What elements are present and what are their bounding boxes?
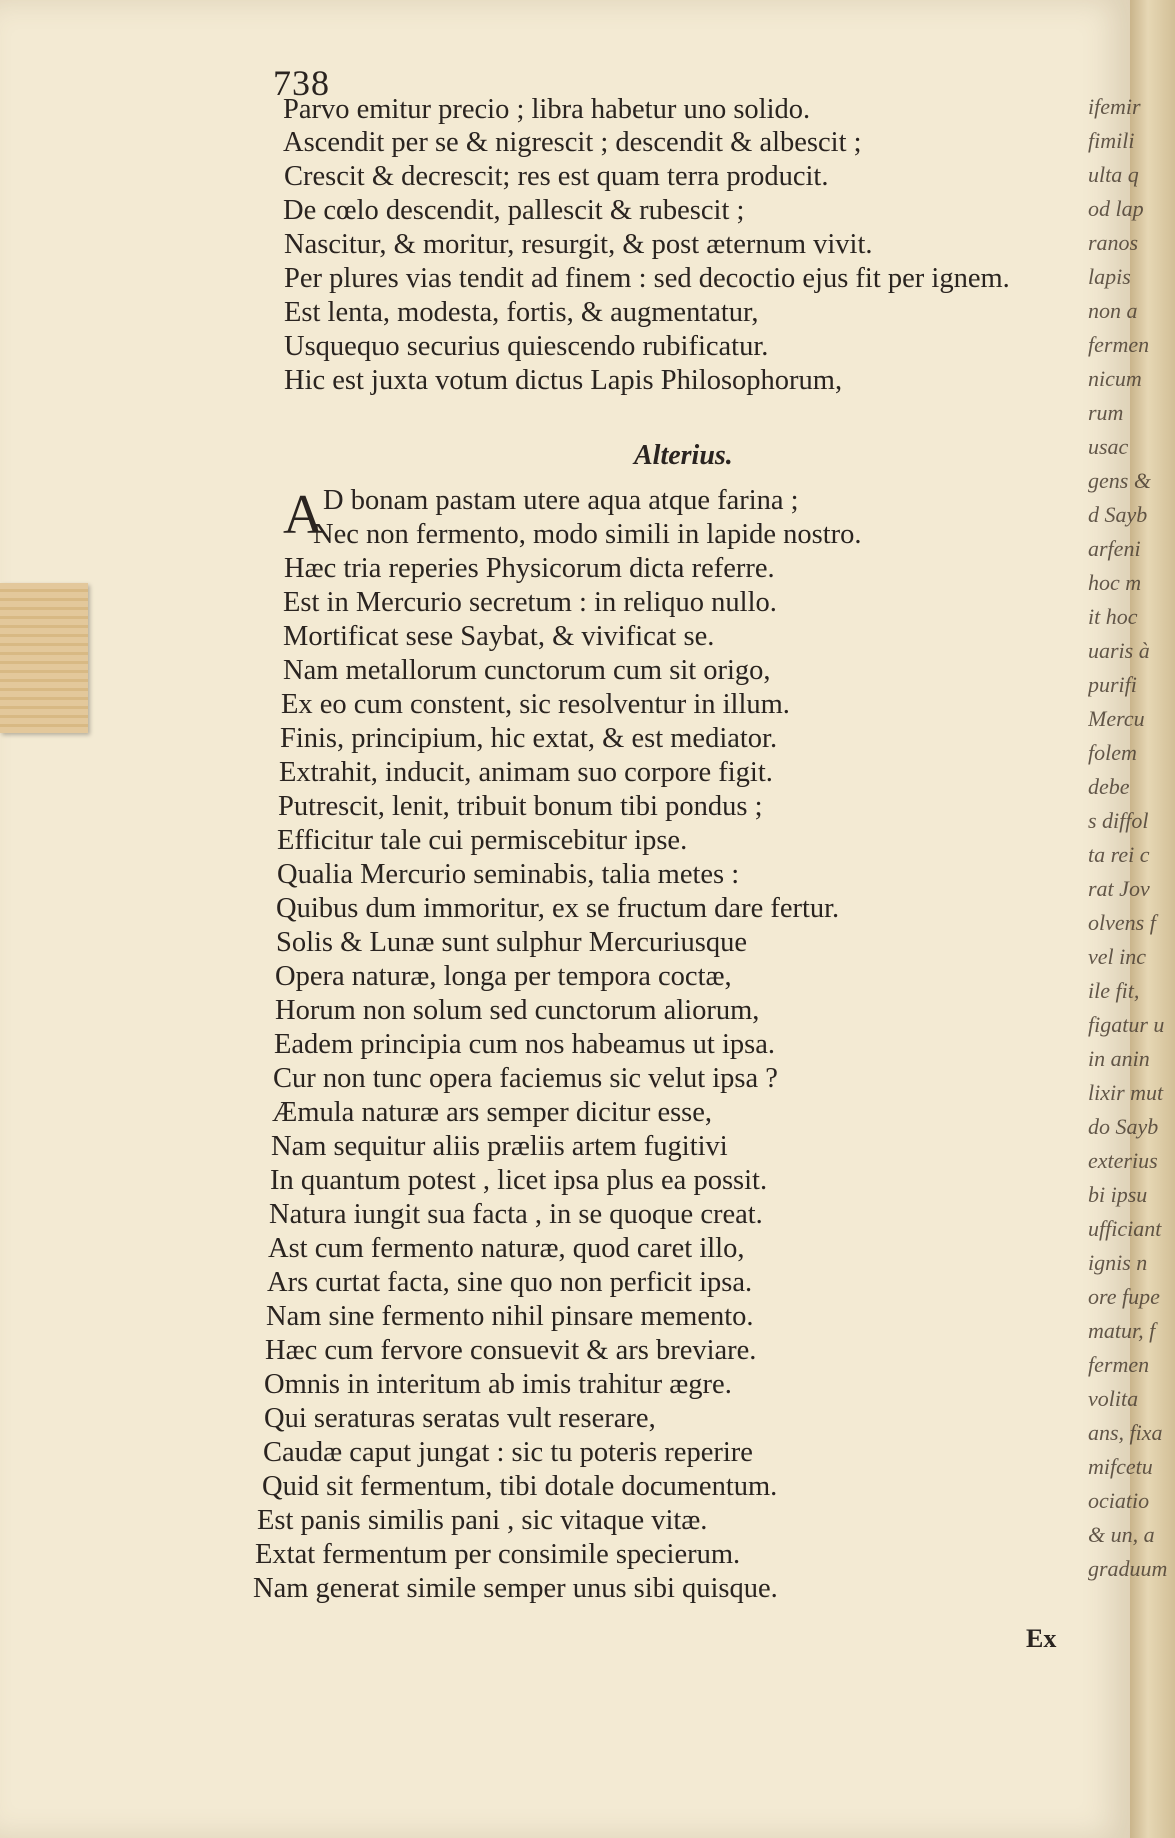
- bleed-fragment: ulta q: [1088, 162, 1139, 187]
- bleed-fragment: Mercu: [1088, 706, 1145, 731]
- bleed-fragment: hoc m: [1088, 570, 1142, 595]
- paper-tab: [0, 583, 88, 733]
- verse-line: Nec non fermento, modo simili in lapide nostro.: [313, 519, 862, 550]
- verse-line: In quantum potest , licet ipsa plus ea possit.: [270, 1165, 768, 1196]
- verse-line: Hæc cum fervore consuevit & ars breviare.: [265, 1335, 757, 1366]
- bleed-fragment: in anin: [1088, 1046, 1150, 1071]
- verse-line: Quid sit fermentum, tibi dotale documentum.: [262, 1471, 778, 1502]
- bleed-fragment: ans, fixa: [1088, 1420, 1163, 1445]
- verse-line: Per plures vias tendit ad finem : sed decoctio ejus fit per ignem.: [284, 263, 1010, 294]
- bleed-fragment: folem: [1088, 740, 1137, 765]
- bleed-fragment: graduum: [1088, 1556, 1168, 1581]
- verse-line: Omnis in interitum ab imis trahitur ægre.: [264, 1369, 732, 1400]
- bleed-fragment: volita: [1088, 1386, 1139, 1411]
- bleed-fragment: ufficiant: [1088, 1216, 1162, 1241]
- verse-line: Hæc tria reperies Physicorum dicta referre.: [284, 553, 775, 584]
- bleed-fragment: ile fit,: [1088, 978, 1140, 1003]
- verse-line: Nam sequitur aliis præliis artem fugitivi: [271, 1131, 728, 1162]
- bleed-fragment: rum: [1088, 400, 1124, 425]
- verse-line: Ex eo cum constent, sic resolventur in illum.: [281, 689, 790, 720]
- bleed-fragment: bi ipsu: [1088, 1182, 1148, 1207]
- verse-line: Solis & Lunæ sunt sulphur Mercuriusque: [276, 927, 748, 958]
- verse-line: Mortificat sese Saybat, & vivificat se.: [283, 621, 715, 652]
- bleed-fragment: nicum: [1088, 366, 1142, 391]
- bleed-fragment: do Sayb: [1088, 1114, 1159, 1139]
- bleed-fragment: exterius: [1088, 1148, 1158, 1173]
- verse-line: Nam metallorum cunctorum cum sit origo,: [283, 655, 771, 686]
- bleed-fragment: fermen: [1088, 332, 1150, 357]
- verse-line: Est lenta, modesta, fortis, & augmentatur,: [284, 297, 759, 328]
- verse-line: Nam generat simile semper unus sibi quisque.: [253, 1573, 778, 1604]
- verse-line: Opera naturæ, longa per tempora coctæ,: [275, 961, 732, 992]
- bleed-fragment: ifemir: [1088, 94, 1141, 119]
- verse-line: Nascitur, & moritur, resurgit, & post æternum vivit.: [284, 229, 873, 260]
- bleed-fragment: it hoc: [1088, 604, 1138, 629]
- bleed-fragment: rat Jov: [1088, 876, 1150, 901]
- verse-line: Hic est juxta votum dictus Lapis Philosophorum,: [284, 365, 843, 396]
- verse-line: Est panis similis pani , sic vitaque vitæ.: [257, 1505, 708, 1536]
- bleed-fragment: & un, a: [1088, 1522, 1155, 1547]
- bleed-fragment: vel inc: [1088, 944, 1147, 969]
- bleed-fragment: s diffol: [1088, 808, 1149, 833]
- bleed-fragment: olvens f: [1088, 910, 1156, 935]
- bleed-fragment: usac: [1088, 434, 1129, 459]
- verse-line: Extrahit, inducit, animam suo corpore figit.: [279, 757, 773, 788]
- verse-line: Est in Mercurio secretum : in reliquo nullo.: [283, 587, 777, 618]
- bleed-fragment: od lap: [1088, 196, 1144, 221]
- bleed-fragment: ta rei c: [1088, 842, 1150, 867]
- bleed-fragment: debe: [1088, 774, 1130, 799]
- bleed-fragment: lixir mut: [1088, 1080, 1164, 1105]
- bleed-fragment: fermen: [1088, 1352, 1150, 1377]
- bleed-fragment: ignis n: [1088, 1250, 1148, 1275]
- bleed-fragment: purifi: [1088, 672, 1137, 697]
- verse-line: Horum non solum sed cunctorum aliorum,: [275, 995, 760, 1026]
- verse-line: De cœlo descendit, pallescit & rubescit ;: [283, 195, 745, 226]
- bleed-fragment: ranos: [1088, 230, 1139, 255]
- verse-line: Cur non tunc opera faciemus sic velut ipsa ?: [273, 1063, 778, 1094]
- verse-line: Ars curtat facta, sine quo non perficit ipsa.: [267, 1267, 753, 1298]
- verse-line: Caudæ caput jungat : sic tu poteris reperire: [263, 1437, 753, 1468]
- catchword: Ex: [1026, 1624, 1057, 1653]
- bleed-fragment: non a: [1088, 298, 1138, 323]
- verse-line: Qui seraturas seratas vult reserare,: [264, 1403, 656, 1434]
- verse-line: Nam sine fermento nihil pinsare memento.: [266, 1301, 754, 1332]
- verse-line: Quibus dum immoritur, ex se fructum dare fertur.: [276, 893, 840, 924]
- bleed-fragment: d Sayb: [1088, 502, 1148, 527]
- section-heading: Alterius.: [634, 440, 733, 471]
- bleed-fragment: fimili: [1088, 128, 1135, 153]
- bleed-fragment: ociatio: [1088, 1488, 1150, 1513]
- verse-line: Ascendit per se & nigrescit ; descendit & albescit ;: [283, 127, 862, 158]
- bleed-fragment: figatur u: [1088, 1012, 1165, 1037]
- bleed-fragment: ore fupe: [1088, 1284, 1160, 1309]
- bleed-fragment: gens &: [1088, 468, 1151, 493]
- verse-line: Crescit & decrescit; res est quam terra producit.: [284, 161, 829, 192]
- verse-line: Finis, principium, hic extat, & est mediator.: [280, 723, 778, 754]
- verse-line: Eadem principia cum nos habeamus ut ipsa.: [274, 1029, 775, 1060]
- bleed-fragment: matur, f: [1088, 1318, 1156, 1343]
- bleed-fragment: uaris à: [1088, 638, 1150, 663]
- verse-line: Natura iungit sua facta , in se quoque creat.: [269, 1199, 763, 1230]
- verse-line: Extat fermentum per consimile specierum.: [255, 1539, 741, 1570]
- verse-line: Usquequo securius quiescendo rubificatur.: [284, 331, 769, 362]
- page-number: 738: [273, 63, 330, 103]
- drop-cap: A: [283, 484, 324, 546]
- verse-line: Ast cum fermento naturæ, quod caret illo,: [268, 1233, 745, 1264]
- verse-line: D bonam pastam utere aqua atque farina ;: [323, 485, 799, 516]
- facing-page-bleed: [1088, 90, 1175, 1650]
- verse-line: Æmula naturæ ars semper dicitur esse,: [272, 1097, 713, 1128]
- verse-line: Efficitur tale cui permiscebitur ipse.: [277, 825, 688, 856]
- verse-line: Putrescit, lenit, tribuit bonum tibi pondus ;: [278, 791, 763, 822]
- verse-line: Parvo emitur precio ; libra habetur uno solido.: [283, 94, 811, 125]
- bleed-fragment: arfeni: [1088, 536, 1141, 561]
- bleed-fragment: mifcetu: [1088, 1454, 1153, 1479]
- bleed-fragment: lapis: [1088, 264, 1131, 289]
- verse-line: Qualia Mercurio seminabis, talia metes :: [277, 859, 740, 890]
